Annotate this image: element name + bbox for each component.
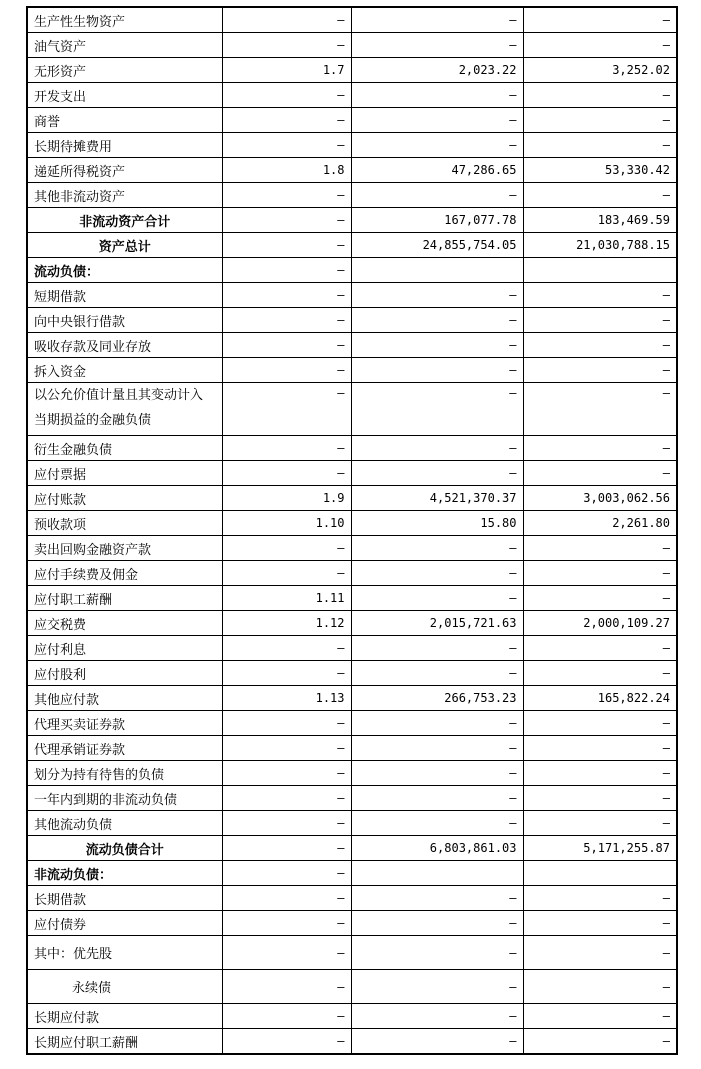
row-label: 卖出回购金融资产款 — [27, 536, 222, 561]
value-cell-prior: 53,330.42 — [523, 158, 677, 183]
value-cell-current: – — [351, 333, 523, 358]
value-cell-prior — [523, 258, 677, 283]
note-cell: – — [222, 661, 351, 686]
value-cell-prior: – — [523, 461, 677, 486]
table-row — [27, 158, 677, 183]
value-cell-prior: – — [523, 586, 677, 611]
value-cell-prior: – — [523, 761, 677, 786]
value-cell-current: – — [351, 358, 523, 383]
note-cell: – — [222, 761, 351, 786]
row-label: 商誉 — [27, 108, 222, 133]
value-cell-current: 24,855,754.05 — [351, 233, 523, 258]
table-row — [27, 283, 677, 308]
value-cell-current: – — [351, 183, 523, 208]
note-cell: – — [222, 358, 351, 383]
value-cell-current: – — [351, 970, 523, 1004]
value-cell-current: 6,803,861.03 — [351, 836, 523, 861]
note-cell: – — [222, 861, 351, 886]
value-cell-current: – — [351, 711, 523, 736]
value-cell-current: 2,023.22 — [351, 58, 523, 83]
table-row — [27, 736, 677, 761]
value-cell-prior: – — [523, 711, 677, 736]
note-cell: 1.10 — [222, 511, 351, 536]
value-cell-current: – — [351, 383, 523, 436]
value-cell-current: – — [351, 536, 523, 561]
table-row — [27, 1004, 677, 1029]
note-cell: – — [222, 7, 351, 33]
table-row — [27, 686, 677, 711]
value-cell-current: – — [351, 461, 523, 486]
note-cell: – — [222, 183, 351, 208]
row-label: 长期应付职工薪酬 — [27, 1029, 222, 1055]
value-cell-prior: – — [523, 133, 677, 158]
note-cell: – — [222, 636, 351, 661]
row-label: 吸收存款及同业存放 — [27, 333, 222, 358]
note-cell: – — [222, 786, 351, 811]
table-row — [27, 308, 677, 333]
value-cell-current: 266,753.23 — [351, 686, 523, 711]
row-label: 其他非流动资产 — [27, 183, 222, 208]
note-cell: – — [222, 333, 351, 358]
value-cell-current: – — [351, 886, 523, 911]
row-label: 永续债 — [27, 970, 222, 1004]
note-cell: – — [222, 836, 351, 861]
value-cell-prior: – — [523, 886, 677, 911]
row-label: 长期待摊费用 — [27, 133, 222, 158]
note-cell: – — [222, 886, 351, 911]
row-label: 长期借款 — [27, 886, 222, 911]
table-row — [27, 786, 677, 811]
section-header-row — [27, 258, 677, 283]
row-label: 流动负债合计 — [27, 836, 222, 861]
value-cell-current: – — [351, 586, 523, 611]
table-row — [27, 58, 677, 83]
table-row — [27, 936, 677, 970]
row-label: 开发支出 — [27, 83, 222, 108]
note-cell: – — [222, 108, 351, 133]
note-cell: – — [222, 436, 351, 461]
value-cell-current: – — [351, 1029, 523, 1055]
table-row — [27, 886, 677, 911]
row-label: 代理承销证券款 — [27, 736, 222, 761]
table-row — [27, 333, 677, 358]
value-cell-prior: – — [523, 636, 677, 661]
note-cell: – — [222, 736, 351, 761]
row-label: 其他应付款 — [27, 686, 222, 711]
note-cell: – — [222, 208, 351, 233]
row-label: 应付股利 — [27, 661, 222, 686]
row-label: 应付账款 — [27, 486, 222, 511]
table-row — [27, 761, 677, 786]
note-cell: – — [222, 308, 351, 333]
value-cell-prior: – — [523, 283, 677, 308]
total-row — [27, 233, 677, 258]
value-cell-prior: – — [523, 183, 677, 208]
note-cell: – — [222, 258, 351, 283]
subtotal-row — [27, 208, 677, 233]
table-row — [27, 7, 677, 33]
value-cell-prior: – — [523, 736, 677, 761]
row-label: 以公允价值计量且其变动计入当期损益的金融负债 — [27, 383, 222, 436]
value-cell-prior: – — [523, 536, 677, 561]
value-cell-current: – — [351, 911, 523, 936]
row-label: 划分为持有待售的负债 — [27, 761, 222, 786]
value-cell-prior: 3,252.02 — [523, 58, 677, 83]
table-row — [27, 611, 677, 636]
value-cell-current: – — [351, 636, 523, 661]
value-cell-current: – — [351, 786, 523, 811]
note-cell: – — [222, 811, 351, 836]
note-cell: 1.7 — [222, 58, 351, 83]
row-label: 资产总计 — [27, 233, 222, 258]
note-cell: – — [222, 561, 351, 586]
note-cell: – — [222, 1004, 351, 1029]
note-cell: 1.8 — [222, 158, 351, 183]
table-row — [27, 183, 677, 208]
value-cell-current: 15.80 — [351, 511, 523, 536]
row-label: 短期借款 — [27, 283, 222, 308]
table-row — [27, 486, 677, 511]
row-label: 预收款项 — [27, 511, 222, 536]
value-cell-prior: – — [523, 1029, 677, 1055]
table-row — [27, 661, 677, 686]
note-cell: – — [222, 283, 351, 308]
note-cell: – — [222, 1029, 351, 1055]
row-label: 生产性生物资产 — [27, 7, 222, 33]
value-cell-current: – — [351, 1004, 523, 1029]
note-cell: – — [222, 133, 351, 158]
table-row — [27, 108, 677, 133]
value-cell-prior: – — [523, 561, 677, 586]
value-cell-prior: – — [523, 7, 677, 33]
value-cell-current: – — [351, 108, 523, 133]
value-cell-prior: – — [523, 358, 677, 383]
note-cell: – — [222, 936, 351, 970]
value-cell-current: – — [351, 283, 523, 308]
table-row — [27, 970, 677, 1004]
section-label: 流动负债： — [27, 258, 222, 283]
value-cell-prior: 3,003,062.56 — [523, 486, 677, 511]
value-cell-prior: – — [523, 83, 677, 108]
subtotal-row — [27, 836, 677, 861]
value-cell-current: 47,286.65 — [351, 158, 523, 183]
row-label: 非流动资产合计 — [27, 208, 222, 233]
row-label: 应付利息 — [27, 636, 222, 661]
value-cell-prior: – — [523, 936, 677, 970]
table-row — [27, 33, 677, 58]
table-row — [27, 536, 677, 561]
value-cell-current: 2,015,721.63 — [351, 611, 523, 636]
note-cell: – — [222, 33, 351, 58]
value-cell-prior: – — [523, 1004, 677, 1029]
note-cell: – — [222, 970, 351, 1004]
value-cell-current: – — [351, 33, 523, 58]
value-cell-prior: 2,261.80 — [523, 511, 677, 536]
table-row — [27, 83, 677, 108]
table-row — [27, 636, 677, 661]
row-label: 应付职工薪酬 — [27, 586, 222, 611]
note-cell: – — [222, 233, 351, 258]
value-cell-current: – — [351, 761, 523, 786]
table-row — [27, 711, 677, 736]
row-label: 向中央银行借款 — [27, 308, 222, 333]
value-cell-prior: 5,171,255.87 — [523, 836, 677, 861]
value-cell-current — [351, 861, 523, 886]
table-row — [27, 436, 677, 461]
table-row — [27, 511, 677, 536]
value-cell-prior: – — [523, 33, 677, 58]
row-label: 其他流动负债 — [27, 811, 222, 836]
table-row — [27, 911, 677, 936]
table-row — [27, 811, 677, 836]
note-cell: 1.9 — [222, 486, 351, 511]
value-cell-prior: – — [523, 333, 677, 358]
value-cell-current: – — [351, 936, 523, 970]
value-cell-prior: – — [523, 308, 677, 333]
value-cell-prior: 183,469.59 — [523, 208, 677, 233]
value-cell-prior: – — [523, 661, 677, 686]
value-cell-prior: 21,030,788.15 — [523, 233, 677, 258]
value-cell-prior — [523, 861, 677, 886]
section-label: 非流动负债： — [27, 861, 222, 886]
value-cell-current: – — [351, 736, 523, 761]
row-label: 油气资产 — [27, 33, 222, 58]
note-cell: – — [222, 383, 351, 436]
row-label: 其中：优先股 — [27, 936, 222, 970]
value-cell-prior: – — [523, 970, 677, 1004]
value-cell-prior: – — [523, 911, 677, 936]
section-header-row — [27, 861, 677, 886]
table-row — [27, 561, 677, 586]
table-row — [27, 461, 677, 486]
row-label: 代理买卖证券款 — [27, 711, 222, 736]
value-cell-prior: – — [523, 436, 677, 461]
value-cell-current: 4,521,370.37 — [351, 486, 523, 511]
value-cell-prior: – — [523, 786, 677, 811]
note-cell: – — [222, 461, 351, 486]
note-cell: 1.12 — [222, 611, 351, 636]
note-cell: – — [222, 911, 351, 936]
row-label: 长期应付款 — [27, 1004, 222, 1029]
row-label: 拆入资金 — [27, 358, 222, 383]
value-cell-current: – — [351, 133, 523, 158]
note-cell: – — [222, 536, 351, 561]
table-row — [27, 133, 677, 158]
value-cell-current: – — [351, 436, 523, 461]
row-label: 应交税费 — [27, 611, 222, 636]
balance-sheet-table — [26, 6, 678, 1055]
value-cell-current: – — [351, 561, 523, 586]
value-cell-prior: – — [523, 383, 677, 436]
value-cell-current: – — [351, 7, 523, 33]
note-cell: – — [222, 711, 351, 736]
value-cell-current: – — [351, 811, 523, 836]
table-row — [27, 383, 677, 436]
row-label: 衍生金融负债 — [27, 436, 222, 461]
note-cell: – — [222, 83, 351, 108]
table-row — [27, 1029, 677, 1055]
row-label: 应付票据 — [27, 461, 222, 486]
row-label: 一年内到期的非流动负债 — [27, 786, 222, 811]
value-cell-current: – — [351, 308, 523, 333]
note-cell: 1.13 — [222, 686, 351, 711]
value-cell-current: 167,077.78 — [351, 208, 523, 233]
value-cell-current: – — [351, 661, 523, 686]
value-cell-prior: – — [523, 811, 677, 836]
row-label: 递延所得税资产 — [27, 158, 222, 183]
value-cell-current: – — [351, 83, 523, 108]
value-cell-current — [351, 258, 523, 283]
table-row — [27, 586, 677, 611]
value-cell-prior: – — [523, 108, 677, 133]
value-cell-prior: 165,822.24 — [523, 686, 677, 711]
row-label: 应付债券 — [27, 911, 222, 936]
note-cell: 1.11 — [222, 586, 351, 611]
row-label: 无形资产 — [27, 58, 222, 83]
row-label: 应付手续费及佣金 — [27, 561, 222, 586]
table-row — [27, 358, 677, 383]
value-cell-prior: 2,000,109.27 — [523, 611, 677, 636]
